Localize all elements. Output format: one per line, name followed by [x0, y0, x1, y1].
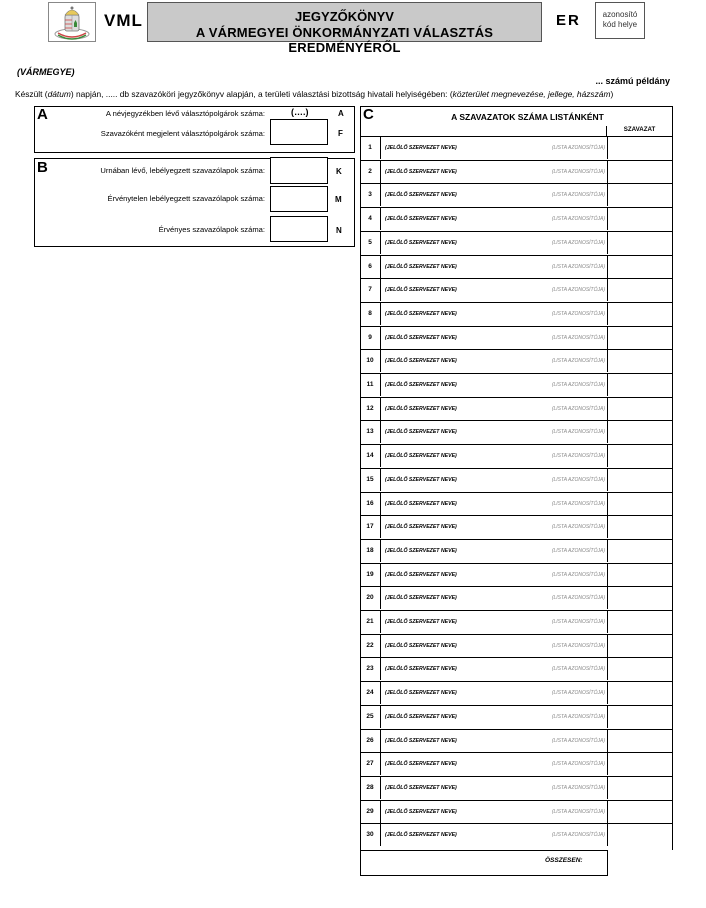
- section-a-letter: A: [37, 106, 48, 123]
- row-number: 29: [360, 801, 381, 823]
- nominating-org-name: (JELÖLŐ SZERVEZET NEVE): [385, 666, 457, 673]
- vml-code: VML: [104, 11, 143, 30]
- list-identifier: (LISTA AZONOSÍTÓJA): [551, 595, 605, 602]
- total-label: ÖSSZESEN:: [545, 857, 583, 864]
- list-identifier: (LISTA AZONOSÍTÓJA): [551, 784, 605, 791]
- table-row: [360, 444, 673, 467]
- nominating-org-name: (JELÖLŐ SZERVEZET NEVE): [385, 690, 457, 697]
- row-number: 8: [360, 303, 381, 325]
- row-number: 17: [360, 516, 381, 538]
- list-identifier: (LISTA AZONOSÍTÓJA): [551, 737, 605, 744]
- list-identifier: (LISTA AZONOSÍTÓJA): [551, 145, 605, 151]
- row-number: 28: [360, 777, 381, 799]
- nominating-org-name: (JELÖLŐ SZERVEZET NEVE): [385, 310, 457, 317]
- coat-of-arms-logo: [48, 2, 96, 42]
- urn-ballots-label: Urnában lévő, lebélyegzett szavazólapok száma:: [100, 166, 265, 175]
- row-number: 7: [360, 279, 381, 301]
- id-code-box: [595, 2, 645, 39]
- vote-count-cell[interactable]: [607, 208, 674, 230]
- row-number: 26: [360, 730, 381, 752]
- vote-count-cell[interactable]: [607, 540, 674, 562]
- nominating-org-name: (JELÖLŐ SZERVEZET NEVE): [385, 429, 457, 436]
- vote-count-cell[interactable]: [607, 587, 674, 609]
- nominating-org-name: (JELÖLŐ SZERVEZET NEVE): [385, 334, 457, 341]
- list-identifier: (LISTA AZONOSÍTÓJA): [551, 500, 605, 507]
- county-label: (VÁRMEGYE): [17, 67, 75, 77]
- nominating-org-name: (JELÖLŐ SZERVEZET NEVE): [385, 713, 457, 720]
- nominating-org-name: (JELÖLŐ SZERVEZET NEVE): [385, 405, 457, 412]
- code-a: A: [338, 109, 344, 118]
- row-number: 11: [360, 374, 381, 396]
- row-number: 24: [360, 682, 381, 704]
- table-row: [360, 563, 673, 586]
- table-row: [360, 160, 673, 183]
- list-identifier: (LISTA AZONOSÍTÓJA): [551, 168, 605, 175]
- table-row: [360, 420, 673, 443]
- row-number: 22: [360, 635, 381, 657]
- list-identifier: (LISTA AZONOSÍTÓJA): [551, 429, 605, 436]
- list-identifier: (LISTA AZONOSÍTÓJA): [551, 453, 605, 460]
- nominating-org-name: (JELÖLŐ SZERVEZET NEVE): [385, 547, 457, 554]
- table-row: [360, 681, 673, 704]
- row-number: 4: [360, 208, 381, 230]
- table-row: [360, 207, 673, 230]
- table-row: [360, 752, 673, 775]
- row-number: 19: [360, 564, 381, 586]
- list-identifier: (LISTA AZONOSÍTÓJA): [551, 263, 605, 270]
- row-number: 14: [360, 445, 381, 467]
- table-row: [360, 255, 673, 278]
- invalid-ballots-input-box[interactable]: [270, 186, 328, 212]
- row-number: 3: [360, 184, 381, 206]
- list-identifier: (LISTA AZONOSÍTÓJA): [551, 808, 605, 815]
- header-divider: [606, 126, 607, 136]
- votes-per-list-title: A SZAVAZATOK SZÁMA LISTÁNKÉNT: [451, 112, 604, 122]
- row-number: 23: [360, 658, 381, 680]
- voted-label: Szavazóként megjelent választópolgárok száma:: [100, 129, 265, 138]
- nominating-org-name: (JELÖLŐ SZERVEZET NEVE): [385, 737, 457, 744]
- valid-ballots-input-box[interactable]: [270, 216, 328, 242]
- id-box-line2: kód helye: [602, 20, 638, 29]
- vote-count-cell[interactable]: [607, 706, 674, 728]
- row-number: 20: [360, 587, 381, 609]
- nominating-org-name: (JELÖLŐ SZERVEZET NEVE): [385, 382, 457, 388]
- vote-count-cell[interactable]: [607, 824, 674, 846]
- vote-count-cell[interactable]: [607, 516, 674, 538]
- list-identifier: (LISTA AZONOSÍTÓJA): [551, 547, 605, 554]
- nominating-org-name: (JELÖLŐ SZERVEZET NEVE): [385, 476, 457, 483]
- table-row: [360, 231, 673, 254]
- invalid-ballots-label: Érvénytelen lebélyegzett szavazólapok száma:: [107, 194, 265, 203]
- voted-input-box[interactable]: [270, 119, 328, 145]
- list-identifier: (LISTA AZONOSÍTÓJA): [551, 216, 605, 223]
- nominating-org-name: (JELÖLŐ SZERVEZET NEVE): [385, 168, 457, 175]
- table-row: [360, 823, 673, 846]
- list-identifier: (LISTA AZONOSÍTÓJA): [551, 642, 605, 649]
- made-p1: Készült (: [15, 89, 48, 99]
- title-line2: A VÁRMEGYEI ÖNKORMÁNYZATI VÁLASZTÁS EREDMÉNYÉRŐL: [195, 25, 494, 55]
- row-number: 9: [360, 327, 381, 349]
- code-k: K: [336, 167, 342, 176]
- table-row: [360, 776, 673, 799]
- id-box-line1: azonosító: [602, 10, 638, 19]
- table-row: [360, 705, 673, 728]
- row-number: 21: [360, 611, 381, 633]
- row-number: 27: [360, 753, 381, 775]
- votes-column-header: SZAVAZAT: [623, 126, 656, 133]
- vote-count-cell[interactable]: [607, 303, 674, 325]
- made-statement: [15, 89, 613, 99]
- code-n: N: [336, 226, 342, 235]
- list-identifier: (LISTA AZONOSÍTÓJA): [551, 382, 605, 388]
- section-c-letter: C: [363, 106, 374, 123]
- vote-count-cell[interactable]: [607, 350, 674, 372]
- nominating-org-name: (JELÖLŐ SZERVEZET NEVE): [385, 358, 457, 365]
- vote-count-cell[interactable]: [607, 184, 674, 206]
- list-identifier: (LISTA AZONOSÍTÓJA): [551, 666, 605, 673]
- vote-count-cell[interactable]: [607, 421, 674, 443]
- copy-number: ... számú példány: [595, 76, 670, 86]
- vote-count-cell[interactable]: [607, 161, 674, 183]
- list-identifier: (LISTA AZONOSÍTÓJA): [551, 310, 605, 317]
- row-number: 25: [360, 706, 381, 728]
- table-row: [360, 610, 673, 633]
- row-number: 13: [360, 421, 381, 443]
- nominating-org-name: (JELÖLŐ SZERVEZET NEVE): [385, 808, 457, 815]
- urn-ballots-input-box[interactable]: [270, 157, 328, 184]
- row-number: 30: [360, 824, 381, 846]
- code-m: M: [335, 195, 342, 204]
- coat-of-arms-icon: [49, 3, 95, 41]
- vote-count-cell[interactable]: [607, 635, 674, 657]
- table-row: [360, 183, 673, 206]
- list-identifier: (LISTA AZONOSÍTÓJA): [551, 524, 605, 531]
- nominating-org-name: (JELÖLŐ SZERVEZET NEVE): [385, 595, 457, 602]
- nominating-org-name: (JELÖLŐ SZERVEZET NEVE): [385, 239, 457, 246]
- row-number: 18: [360, 540, 381, 562]
- nominating-org-name: (JELÖLŐ SZERVEZET NEVE): [385, 524, 457, 531]
- nominating-org-name: (JELÖLŐ SZERVEZET NEVE): [385, 500, 457, 507]
- list-identifier: (LISTA AZONOSÍTÓJA): [551, 239, 605, 246]
- nominating-org-name: (JELÖLŐ SZERVEZET NEVE): [385, 832, 457, 839]
- table-row: [360, 586, 673, 609]
- nominating-org-name: (JELÖLŐ SZERVEZET NEVE): [385, 761, 457, 768]
- vote-count-cell[interactable]: [607, 374, 674, 396]
- list-identifier: (LISTA AZONOSÍTÓJA): [551, 571, 605, 578]
- row-number: 5: [360, 232, 381, 254]
- vote-count-cell[interactable]: [607, 398, 674, 420]
- title-line1: JEGYZŐKÖNYV: [295, 9, 394, 24]
- made-p3: ): [610, 89, 614, 99]
- table-row: [360, 468, 673, 491]
- table-row: [360, 515, 673, 538]
- row-number: 15: [360, 469, 381, 491]
- table-row: [360, 326, 673, 349]
- list-identifier: (LISTA AZONOSÍTÓJA): [551, 476, 605, 483]
- nominating-org-name: (JELÖLŐ SZERVEZET NEVE): [385, 784, 457, 791]
- nominating-org-name: (JELÖLŐ SZERVEZET NEVE): [385, 192, 457, 199]
- list-identifier: (LISTA AZONOSÍTÓJA): [551, 358, 605, 365]
- vote-count-cell[interactable]: [607, 801, 674, 823]
- row-number: 2: [360, 161, 381, 183]
- nominating-org-name: (JELÖLŐ SZERVEZET NEVE): [385, 619, 457, 625]
- vote-count-cell[interactable]: [607, 232, 674, 254]
- vote-count-cell[interactable]: [607, 753, 674, 775]
- vote-count-cell[interactable]: [607, 682, 674, 704]
- er-code: ER: [556, 12, 581, 29]
- vote-count-cell[interactable]: [607, 279, 674, 301]
- vote-count-cell[interactable]: [607, 493, 674, 515]
- made-date: dátum: [47, 89, 71, 99]
- row-number: 10: [360, 350, 381, 372]
- list-identifier: (LISTA AZONOSÍTÓJA): [551, 287, 605, 294]
- vote-count-cell[interactable]: [607, 730, 674, 752]
- registered-voters-label: A névjegyzékben lévő választópolgárok száma:: [105, 109, 265, 118]
- table-row: [360, 278, 673, 301]
- table-row: [360, 539, 673, 562]
- vote-count-cell[interactable]: [607, 256, 674, 278]
- table-row: [360, 136, 673, 159]
- valid-ballots-label: Érvényes szavazólapok száma:: [158, 225, 265, 234]
- table-row: [360, 729, 673, 752]
- row-number: 12: [360, 398, 381, 420]
- vote-count-cell[interactable]: [607, 327, 674, 349]
- row-number: 6: [360, 256, 381, 278]
- list-identifier: (LISTA AZONOSÍTÓJA): [551, 619, 605, 625]
- nominating-org-name: (JELÖLŐ SZERVEZET NEVE): [385, 145, 457, 151]
- vote-count-cell[interactable]: [607, 445, 674, 467]
- nominating-org-name: (JELÖLŐ SZERVEZET NEVE): [385, 216, 457, 223]
- table-row: [360, 349, 673, 372]
- nominating-org-name: (JELÖLŐ SZERVEZET NEVE): [385, 642, 457, 649]
- table-row: [360, 634, 673, 657]
- list-identifier: (LISTA AZONOSÍTÓJA): [551, 713, 605, 720]
- nominating-org-name: (JELÖLŐ SZERVEZET NEVE): [385, 571, 457, 578]
- vote-count-cell[interactable]: [607, 469, 674, 491]
- vote-count-cell[interactable]: [607, 611, 674, 633]
- vote-count-cell[interactable]: [607, 137, 674, 159]
- code-f: F: [338, 129, 343, 138]
- list-identifier: (LISTA AZONOSÍTÓJA): [551, 192, 605, 199]
- made-p2: ) napján, ..... db szavazóköri jegyzőkönyv alapján, a területi választási bizottság hivatali helyiségében: (: [70, 89, 453, 99]
- total-votes-input[interactable]: [607, 850, 673, 876]
- table-row: [360, 800, 673, 823]
- made-place: közterület megnevezése, jellege, házszám: [452, 89, 611, 99]
- list-identifier: (LISTA AZONOSÍTÓJA): [551, 334, 605, 341]
- vote-count-cell[interactable]: [607, 777, 674, 799]
- table-row: [360, 373, 673, 396]
- table-row: [360, 492, 673, 515]
- vote-count-cell[interactable]: [607, 564, 674, 586]
- row-number: 1: [360, 137, 381, 159]
- table-row: [360, 397, 673, 420]
- list-identifier: (LISTA AZONOSÍTÓJA): [551, 761, 605, 768]
- vote-count-cell[interactable]: [607, 658, 674, 680]
- table-row: [360, 657, 673, 680]
- list-identifier: (LISTA AZONOSÍTÓJA): [551, 832, 605, 839]
- registered-voters-value: (….): [291, 107, 309, 117]
- section-b-letter: B: [37, 159, 48, 176]
- row-number: 16: [360, 493, 381, 515]
- table-row: [360, 302, 673, 325]
- list-identifier: (LISTA AZONOSÍTÓJA): [551, 405, 605, 412]
- list-identifier: (LISTA AZONOSÍTÓJA): [551, 690, 605, 697]
- nominating-org-name: (JELÖLŐ SZERVEZET NEVE): [385, 287, 457, 294]
- document-title: [147, 2, 542, 55]
- nominating-org-name: (JELÖLŐ SZERVEZET NEVE): [385, 263, 457, 270]
- nominating-org-name: (JELÖLŐ SZERVEZET NEVE): [385, 453, 457, 460]
